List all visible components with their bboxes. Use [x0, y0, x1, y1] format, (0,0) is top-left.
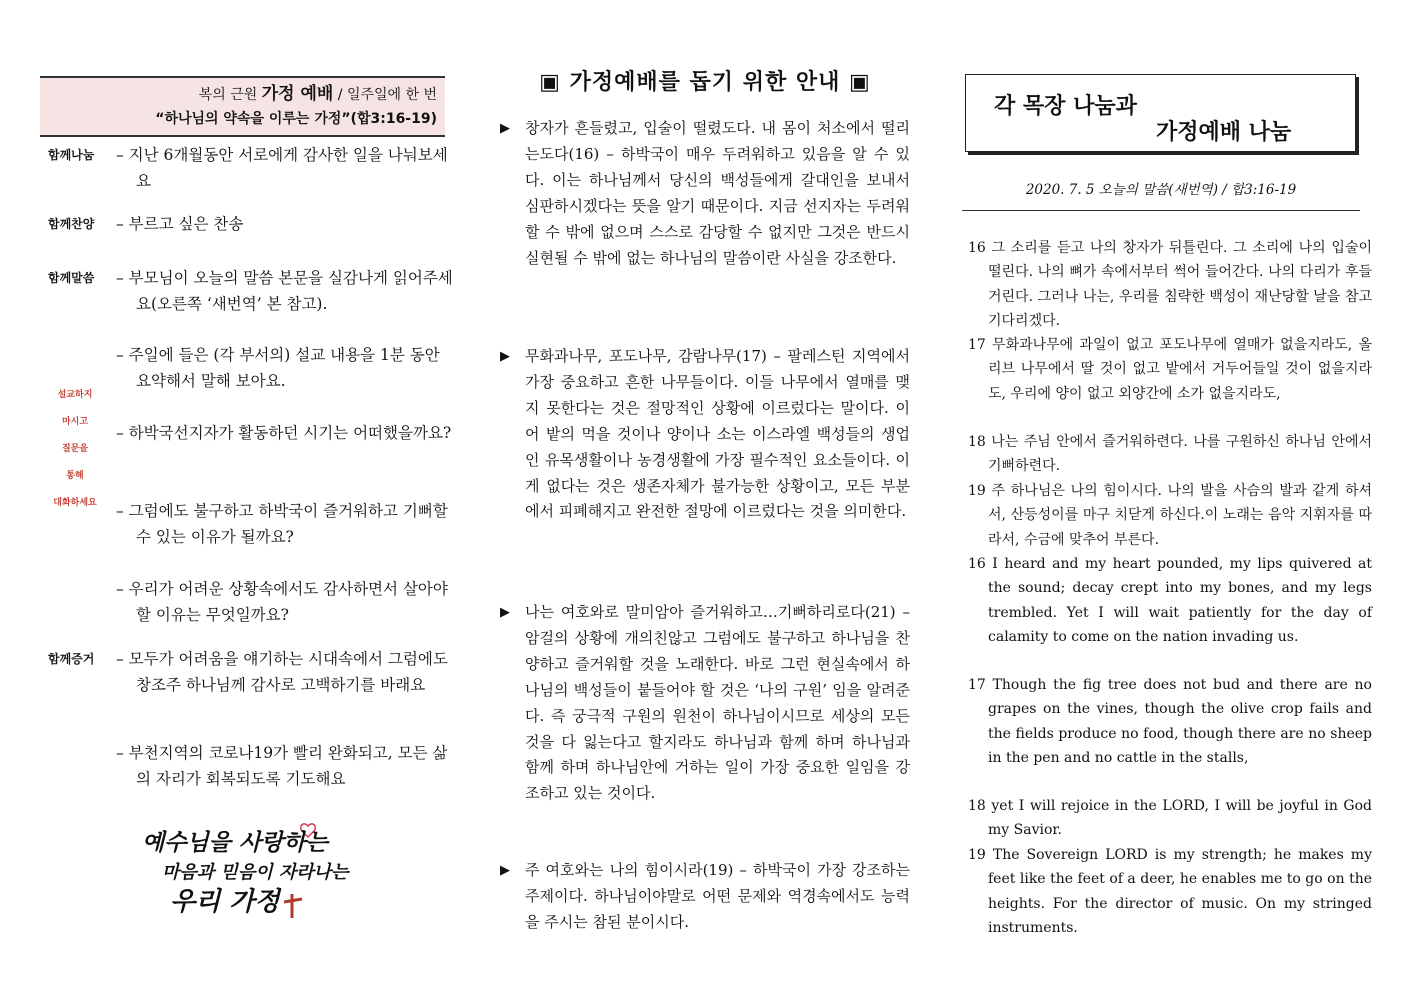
program-item-9: – 부천지역의 코로나19가 빨리 완화되고, 모든 삶의 자리가 회복되도록 기도해요 — [116, 744, 448, 788]
left-column — [40, 76, 453, 788]
guide-paragraph-3 — [500, 600, 910, 807]
header-text-source: 복의 근원 — [198, 87, 258, 103]
side-note — [45, 382, 105, 517]
program-item-8: – 모두가 어려움을 얘기하는 시대속에서 그럼에도 창조주 하나님께 감사로 고백하기를 바래요 — [116, 650, 448, 694]
bullet-icon: ▶ — [500, 605, 510, 620]
label-word: 함께말씀 — [48, 271, 95, 285]
calligraphy-svg — [140, 820, 350, 920]
guide-paragraph-text: 주 여호와는 나의 힘이시라(19) – 하박국이 가장 강조하는 주제이다. 하나님이야말로 어떤 문제와 역경속에서도 능력을 주시는 참된 분이시다. — [525, 861, 910, 931]
side-note-line: 대화하세요 — [53, 498, 97, 508]
program-item-3: – 부모님이 오늘의 말씀 본문을 실감나게 읽어주세요(오른쪽 ‘새번역’ 본 참고). — [116, 269, 453, 313]
label-praise: 함께찬양 — [48, 217, 95, 231]
guide-paragraph-text: 무화과나무, 포도나무, 감람나무(17) – 팔레스틴 지역에서 가장 중요하고 흔한 나무들이다. 이들 나무에서 열매를 맺지 못한다는 것은 절망적인 상황에 이르렀다는 말이다. 이어 밭의 먹을 것이나 양이나 소는 이스라엘 백성들의 생업인 유목생활이나 농경생활에 가장 필수적인 요소들이다. 이게 없다는 것은 생존자체가 불가능한 상황이고, 모든 부분에서 피폐해지고 완전한 절망에 이르렀다는 것을 의미한다. — [525, 347, 910, 521]
header-line-1 — [48, 82, 437, 107]
guide-paragraph-text: 나는 여호와로 말미암아 즐거워하고…기뻐하리로다(21) – 암걸의 상황에 개의친않고 그럼에도 불구하고 하나님을 찬양하고 즐거워할 것을 노래한다. 바로 그런 현실속에서 하나님의 백성들이 붙들어야 할 것은 ‘나의 구원’ 임을 알려준다. 즉 궁극적 구원의 원천이 하나님이시므로 세상의 모든 것을 다 잃는다고 할지라도 하나님과 함께 하며 하나님과 함께 하며 하나님안에 거하는 일이 가장 중요한 일임을 강조하고 있는 것이다. — [525, 603, 910, 803]
verse-ko-19: 19 주 하나님은 나의 힘이시다. 나의 발을 사슴의 발과 같게 하셔서, 산등성이를 마구 치닫게 하신다.이 노래는 음악 지휘자를 따라서, 수금에 맞추어 부른다. — [968, 483, 1372, 548]
verse-en-16: 16 I heard and my heart pounded, my lips quivered at the sound; decay crept into my bones, and my legs trembled. Yet I will wait patiently for the day of calamity to come on the nation invading us. — [968, 556, 1372, 645]
program-item-5: – 하박국선지자가 활동하던 시기는 어떠했을까요? — [116, 424, 452, 442]
verse-en-19: 19 The Sovereign LORD is my strength; he makes my feet like the feet of a deer, he enables me to go on the heights. For the director of music. On my stringed instruments. — [968, 847, 1372, 936]
label-witness: 함께증거 — [48, 652, 95, 666]
middle-column — [500, 64, 910, 931]
bullet-icon: ▶ — [500, 349, 510, 364]
divider — [962, 210, 1360, 211]
guide-paragraph-4 — [500, 858, 910, 936]
calligraphy-logo — [140, 820, 350, 920]
verse-ko-16: 16 그 소리를 듣고 나의 창자가 뒤틀린다. 그 소리에 나의 입술이 떨린다. 나의 뼈가 속에서부터 썩어 들어간다. 나의 다리가 후들거린다. 그러나 나는, 우리를 침략한 백성이 재난당할 날을 참고 기다리겠다. — [968, 240, 1372, 329]
verse-en-17: 17 Though the fig tree does not bud and there are no grapes on the vines, though the olive crop fails and the fields produce no food, though there are no sheep in the pen and no cattle in the stalls, — [968, 677, 1372, 766]
bullet-icon: ▶ — [500, 863, 510, 878]
side-note-line: 마시고 — [61, 417, 89, 427]
calligraphy-line-2: 마음과 믿음이 자라나는 — [162, 862, 349, 883]
side-note-line: 설교하지 — [57, 390, 93, 400]
box-title-line-1: 각 목장 나눔과 — [994, 94, 1137, 119]
program-item-6: – 그럼에도 불구하고 하박국이 즐거워하고 기뻐할 수 있는 이유가 될까요? — [116, 502, 448, 546]
guide-paragraph-text: 창자가 흔들렸고, 입술이 떨렸도다. 내 몸이 처소에서 떨리는도다(16) – 하박국이 매우 두려워하고 있음을 알 수 있다. 이는 하나님께서 당신의 백성들에게 갈대인을 보내서 심판하시겠다는 뜻을 알기 때문이다. 지금 선지자는 두려워할 수 밖에 없으며 스스로 감당할 수 없지만 그것은 반드시 실현될 수 밖에 없는 하나님의 말씀이란 사실을 강조한다. — [525, 119, 910, 267]
worship-header — [40, 76, 445, 137]
header-line-2: “하나님의 약속을 이루는 가정”(합3:16-19) — [155, 111, 437, 127]
guide-title: ▣ 가정예배를 돕기 위한 안내 ▣ — [539, 70, 871, 95]
verse-en-18: 18 yet I will rejoice in the LORD, I will be joyful in God my Savior. — [968, 798, 1372, 839]
program-item-4: – 주일에 들은 (각 부서의) 설교 내용을 1분 동안 요약해서 말해 보아요. — [116, 346, 440, 390]
label-share: 함께나눔 — [48, 148, 95, 162]
guide-paragraph-2 — [500, 344, 910, 525]
side-note-line: 통해 — [66, 471, 84, 481]
program-item-7: – 우리가 어려운 상황속에서도 감사하면서 살아야 할 이유는 무엇일까요? — [116, 580, 448, 624]
sharing-title-box — [965, 74, 1356, 152]
program-item-2: – 부르고 싶은 찬송 — [116, 215, 244, 233]
bullet-icon: ▶ — [500, 121, 510, 136]
calligraphy-line-1: 예수님을 사랑하는 — [142, 829, 328, 856]
verse-ko-18: 18 나는 주님 안에서 즐거워하련다. 나를 구원하신 하나님 안에서 기뻐하련다. — [968, 434, 1372, 475]
guide-paragraph-1 — [500, 116, 910, 271]
header-text-family-worship: 가정 예배 — [261, 84, 334, 104]
program-item-1: – 지난 6개월동안 서로에게 감사한 일을 나눠보세요 — [116, 146, 448, 190]
scripture-reference: 2020. 7. 5 오늘의 말씀(새번역) / 합3:16-19 — [1025, 182, 1297, 198]
header-text-weekly: / 일주일에 한 번 — [337, 87, 437, 103]
calligraphy-line-3: 우리 가정 — [170, 887, 280, 917]
verse-ko-17: 17 무화과나무에 과일이 없고 포도나무에 열매가 없을지라도, 올리브 나무에서 딸 것이 없고 밭에서 거두어들일 것이 없을지라도, 우리에 양이 없고 외양간에 소가 없을지라도, — [968, 337, 1372, 402]
cross-icon — [284, 894, 302, 918]
side-note-line: 질문을 — [61, 444, 89, 454]
box-title-line-2: 가정예배 나눔 — [1156, 120, 1292, 145]
